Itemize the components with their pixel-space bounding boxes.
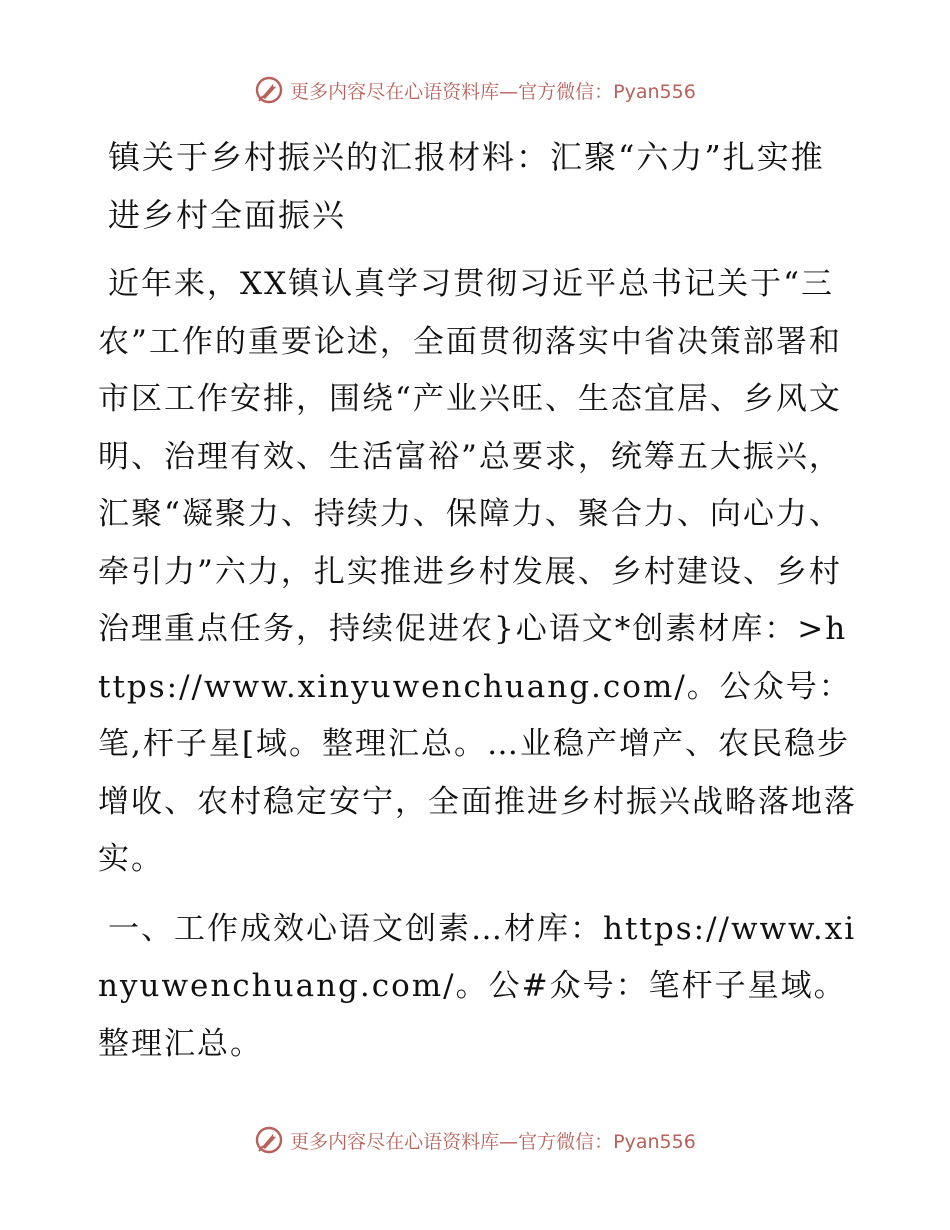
footer-banner <box>0 1118 950 1162</box>
paragraph-intro-text: 近年来，XX镇认真学习贯彻习近平总书记关于“三农”工作的重要论述，全面贯彻落实中省决策部署和市区工作安排，围绕“产业兴旺、生态宜居、乡风文明、治理有效、生活富裕”总要求，统筹五大振兴，汇聚“凝聚力、持续力、保障力、聚合力、向心力、牵引力”六力，扎实推进乡村发展、乡村建设、乡村治理重点任务，持续促进农}心语文*创素材库：>https://www.xinyuwenchuang.com/。公众号：笔,杆子星[域。整理汇总。…业稳产增产、农民稳步增收、农村稳定安宁，全面推进乡村振兴战略落地落实。 <box>98 266 857 877</box>
paragraph-section-one <box>98 901 858 1074</box>
paragraph-intro <box>98 256 858 889</box>
paragraph-section-one-text: 一、工作成效心语文创素…材库：https://www.xinyuwenchuang.com/。公#众号：笔杆子星域。整理汇总。 <box>98 910 857 1062</box>
document-title: 镇关于乡村振兴的汇报材料：汇聚“六力”扎实推进乡村全面振兴 <box>108 138 825 234</box>
header-banner <box>0 68 950 112</box>
banner-text: 更多内容尽在心语资料库—官方微信：Pyan556 <box>290 1130 696 1153</box>
pen-nib-logo-icon <box>254 75 284 105</box>
banner-text: 更多内容尽在心语资料库—官方微信：Pyan556 <box>290 80 696 103</box>
document-body <box>98 128 858 1085</box>
pen-nib-logo-icon <box>254 1125 284 1155</box>
